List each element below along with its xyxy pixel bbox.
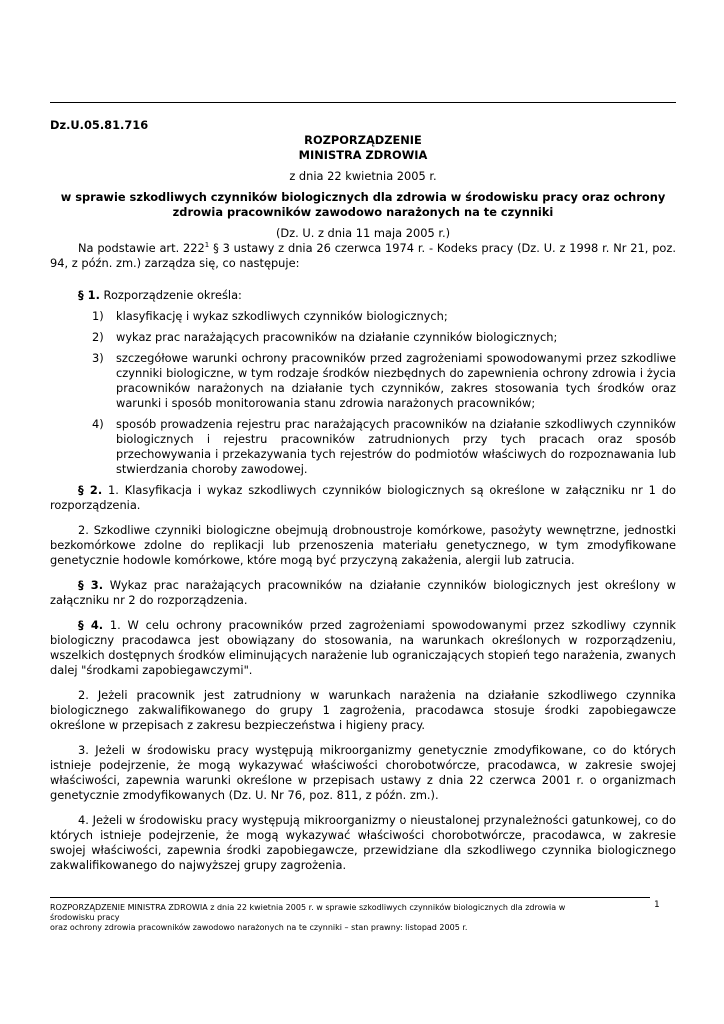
section-4-paragraph-2: 2. Jeżeli pracownik jest zatrudniony w warunkach narażenia na działanie szkodliwego czynnika biologicznego zakwalifikowanego do grupy 1 zagrożenia, pracodawca stosuje środki zapobiegawcze określone w przepisach z zakresu bezpieczeństwa i higieny pracy.	[50, 688, 676, 732]
document-id: Dz.U.05.81.716	[50, 118, 149, 132]
section-3-text: Wykaz prac narażających pracowników na działanie czynników biologicznych jest określony w załączniku nr 2 do rozporządzenia.	[50, 578, 676, 607]
list-item-text: sposób prowadzenia rejestru prac narażających pracowników na działanie szkodliwych czynników biologicznych i rejestru pracowników zatrudnionych przy tych pracach oraz sposób przechowywania i przekazywania tych rejestrów do podmiotów właściwych do rozpoznawania lub stwierdzania choroby zawodowej.	[116, 417, 676, 476]
section-3-mark: § 3.	[78, 578, 104, 592]
page-number: 1	[654, 900, 660, 910]
preamble-text-end: § 3 ustawy z dnia 26 czerwca 1974 r. - Kodeks pracy (Dz. U. z 1998 r. Nr 21, poz. 94, z późn. zm.) zarządza się, co następuje:	[50, 241, 676, 270]
title-line-1: ROZPORZĄDZENIE	[304, 133, 422, 147]
list-item-text: wykaz prac narażających pracowników na działanie czynników biologicznych;	[116, 330, 558, 344]
section-2-paragraph-1	[50, 483, 676, 513]
section-2-text-1: 1. Klasyfikacja i wykaz szkodliwych czynników biologicznych są określone w załączniku nr 1 do rozporządzenia.	[50, 483, 676, 512]
list-item-number: 4)	[92, 417, 104, 431]
section-1-text: Rozporządzenie określa:	[99, 288, 242, 302]
list-item	[50, 309, 676, 324]
section-4-paragraph-3: 3. Jeżeli w środowisku pracy występują mikroorganizmy genetycznie zmodyfikowane, co do których istnieje podejrzenie, że mogą wykazywać właściwości chorobotwórcze, pracodawca, w zakresie swojej właściwości, zapewnia warunki określone w przepisach ustawy z dnia 22 czerwca 2001 r. o organizmach genetycznie zmodyfikowanych (Dz. U. Nr 76, poz. 811, z późn. zm.).	[50, 743, 676, 802]
list-item-number: 2)	[92, 330, 104, 344]
document-subject: w sprawie szkodliwych czynników biologicznych dla zdrowia w środowisku pracy oraz ochrony zdrowia pracowników zawodowo narażonych na te czynniki	[60, 190, 666, 219]
list-item-text: szczegółowe warunki ochrony pracowników przed zagrożeniami spowodowanymi przez szkodliwe czynniki biologiczne, w tym rodzaje środków niezbędnych do zapewnienia ochrony zdrowia i życia pracowników narażonych na działanie tych czynników, zakres stosowania tych środków oraz warunki i sposób monitorowania stanu zdrowia narażonych pracowników;	[116, 351, 676, 410]
title-line-2: MINISTRA ZDROWIA	[298, 148, 428, 162]
section-4-paragraph-1	[50, 618, 676, 678]
footer-line-2: oraz ochrony zdrowia pracowników zawodowo narażonych na te czynniki – stan prawny: listopad 2005 r.	[50, 923, 468, 932]
list-item	[50, 351, 676, 411]
section-4-text-1: 1. W celu ochrony pracowników przed zagrożeniami spowodowanymi przez szkodliwy czynnik biologiczny pracodawca jest obowiązany do stosowania, na warunkach określonych w rozporządzeniu, wszelkich dostępnych środków eliminujących narażenie lub ograniczających stopień tego narażenia, zwanych dalej "środkami zapobiegawczymi".	[50, 618, 677, 677]
preamble-text-start: Na podstawie art. 222	[78, 241, 205, 255]
list-item-number: 1)	[92, 309, 104, 323]
list-item	[50, 330, 676, 345]
footer-line-1: ROZPORZĄDZENIE MINISTRA ZDROWIA z dnia 22 kwietnia 2005 r. w sprawie szkodliwych czynników biologicznych dla zdrowia w środowisku pracy	[50, 903, 566, 922]
preamble	[50, 241, 676, 271]
footer-rule	[50, 897, 650, 898]
preamble-superscript: 1	[204, 241, 210, 249]
section-1-mark: § 1.	[78, 288, 100, 302]
page-footer	[50, 903, 610, 933]
document-body	[50, 118, 676, 873]
list-item-text: klasyfikację i wykaz szkodliwych czynników biologicznych;	[116, 309, 448, 323]
publication-info: (Dz. U. z dnia 11 maja 2005 r.)	[275, 226, 451, 240]
list-item	[50, 417, 676, 477]
section-4-mark: § 4.	[78, 618, 104, 632]
section-2-paragraph-2: 2. Szkodliwe czynniki biologiczne obejmują drobnoustroje komórkowe, pasożyty wewnętrzne, jednostki bezkomórkowe zdolne do replikacji lub przenoszenia materiału genetycznego, w tym zmodyfikowane genetycznie hodowle komórkowe, które mogą być przyczyną zakażenia, alergii lub zatrucia.	[50, 523, 676, 567]
header-rule	[50, 102, 676, 103]
section-4-paragraph-4: 4. Jeżeli w środowisku pracy występują mikroorganizmy o nieustalonej przynależności gatunkowej, co do których istnieje podejrzenie, że mogą wykazywać właściwości chorobotwórcze, pracodawca, w zakresie swojej właściwości, zapewnia środki zapobiegawcze, przewidziane dla szkodliwego czynnika biologicznego zakwalifikowanego do najwyższej grupy zagrożenia.	[50, 813, 676, 872]
document-date: z dnia 22 kwietnia 2005 r.	[289, 169, 437, 183]
section-1-intro	[50, 288, 676, 303]
section-2-mark: § 2.	[78, 483, 103, 497]
section-3-paragraph	[50, 578, 676, 608]
list-item-number: 3)	[92, 351, 104, 365]
section-1-list	[50, 309, 676, 477]
